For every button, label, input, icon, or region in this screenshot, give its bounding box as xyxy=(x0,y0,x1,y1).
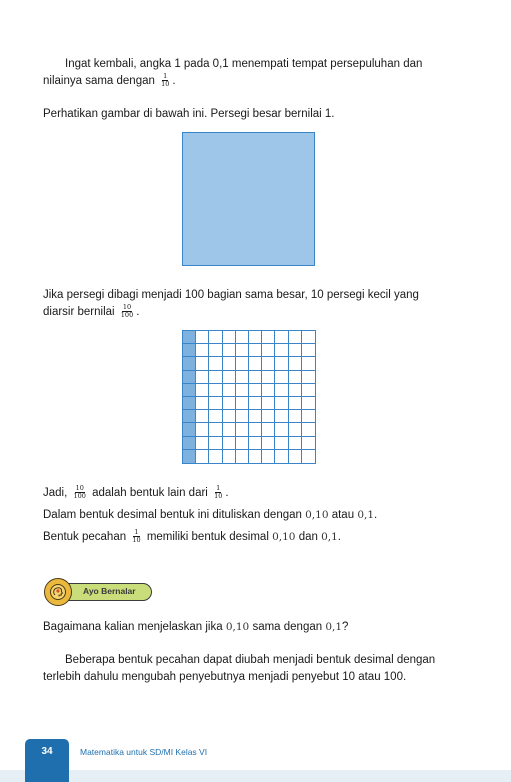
fraction-ten-hundredths xyxy=(120,304,134,319)
grid-cell xyxy=(236,450,249,463)
grid-cell xyxy=(249,437,262,450)
grid-cell xyxy=(223,450,236,463)
grid-cell xyxy=(249,450,262,463)
grid-cell xyxy=(209,384,222,397)
grid-cell xyxy=(249,397,262,410)
grid-cell xyxy=(209,357,222,370)
grid-cell xyxy=(275,423,288,436)
grid-cell xyxy=(262,437,275,450)
reasoning-question xyxy=(43,619,453,636)
grid-cell xyxy=(223,410,236,423)
grid-cell-shaded xyxy=(183,371,196,384)
grid-cell xyxy=(275,371,288,384)
period: . xyxy=(337,531,341,543)
closing-line-2: terlebih dahulu mengubah penyebutnya menjadi penyebut 10 atau 100. xyxy=(43,671,407,683)
decimal-value: 0,10 xyxy=(272,531,296,543)
badge-pill xyxy=(58,583,152,601)
fraction-denominator: 10 xyxy=(132,536,141,545)
grid-cell xyxy=(289,450,302,463)
grid-cell xyxy=(302,331,315,344)
grid-cell xyxy=(289,423,302,436)
grid-cell xyxy=(289,357,302,370)
grid-cell xyxy=(289,331,302,344)
division-paragraph xyxy=(43,287,453,321)
atau-text: atau xyxy=(331,509,355,521)
grid-cell xyxy=(262,384,275,397)
grid-cell xyxy=(196,397,209,410)
fraction-one-tenth xyxy=(160,73,170,88)
grid-cell-shaded xyxy=(183,344,196,357)
grid-cell xyxy=(196,344,209,357)
grid-cell xyxy=(196,384,209,397)
grid-cell-shaded xyxy=(183,423,196,436)
grid-cell xyxy=(236,410,249,423)
grid-cell xyxy=(302,371,315,384)
grid-cell xyxy=(209,371,222,384)
grid-cell xyxy=(223,357,236,370)
grid-cell xyxy=(223,384,236,397)
grid-cell xyxy=(236,397,249,410)
grid-cell xyxy=(249,344,262,357)
intro-line-2 xyxy=(43,73,453,90)
grid-cell-shaded xyxy=(183,331,196,344)
grid-cell-shaded xyxy=(183,450,196,463)
decimal-value: 0,10 xyxy=(305,509,329,521)
grid-cell xyxy=(275,344,288,357)
grid-cell xyxy=(262,423,275,436)
fraction-denominator: 100 xyxy=(120,311,134,320)
grid-cell xyxy=(289,344,302,357)
grid-cell xyxy=(196,410,209,423)
grid-cell xyxy=(196,423,209,436)
grid-cell xyxy=(289,437,302,450)
intro-paragraph xyxy=(43,56,453,90)
intro-line-1: Ingat kembali, angka 1 pada 0,1 menempati tempat persepuluhan dan xyxy=(65,58,423,70)
period: . xyxy=(374,509,378,521)
fraction-denominator: 100 xyxy=(73,492,86,501)
grid-cell xyxy=(275,450,288,463)
fraction-numerator: 10 xyxy=(122,303,132,312)
fraction-denominator: 10 xyxy=(214,492,223,501)
grid-cell xyxy=(236,357,249,370)
grid-cell xyxy=(262,450,275,463)
grid-cell xyxy=(275,357,288,370)
observe-paragraph: Perhatikan gambar di bawah ini. Persegi besar bernilai 1. xyxy=(43,108,335,120)
grid-cell xyxy=(196,450,209,463)
grid-cell xyxy=(249,357,262,370)
fraction-form-text: Bentuk pecahan xyxy=(43,531,127,543)
grid-cell xyxy=(223,397,236,410)
grid-cell xyxy=(302,357,315,370)
thinking-head-icon xyxy=(44,578,72,606)
page-number: 34 xyxy=(41,746,53,757)
fraction-ten-hundredths xyxy=(73,485,87,500)
closing-line-1: Beberapa bentuk pecahan dapat diubah menjadi bentuk desimal dengan xyxy=(65,654,436,666)
grid-cell xyxy=(236,344,249,357)
grid-cell xyxy=(209,331,222,344)
intro-period: . xyxy=(172,75,176,87)
grid-cell xyxy=(262,331,275,344)
closing-paragraph xyxy=(43,652,453,686)
grid-cell xyxy=(236,437,249,450)
decimal-value: 0,10 xyxy=(225,621,250,633)
grid-cell xyxy=(209,344,222,357)
grid-cell xyxy=(209,437,222,450)
decimal-form-text: memiliki bentuk desimal xyxy=(146,531,269,543)
division-line-2-text: diarsir bernilai xyxy=(43,306,115,318)
grid-cell xyxy=(275,410,288,423)
grid-cell xyxy=(196,331,209,344)
grid-cell xyxy=(223,371,236,384)
grid-cell xyxy=(262,371,275,384)
fraction-numerator: 10 xyxy=(75,484,84,493)
grid-cell xyxy=(223,423,236,436)
decimal-value: 0,1 xyxy=(357,509,375,521)
division-line-2 xyxy=(43,304,453,321)
question-text: Bagaimana kalian menjelaskan jika xyxy=(43,621,223,633)
conclusion-middle-text: adalah bentuk lain dari xyxy=(92,487,208,499)
grid-cell xyxy=(236,423,249,436)
conclusion-line-2 xyxy=(43,507,453,524)
grid-cell xyxy=(209,450,222,463)
grid-cell-shaded xyxy=(183,397,196,410)
grid-cell xyxy=(275,384,288,397)
conclusion-line-1 xyxy=(43,485,453,502)
grid-cell xyxy=(289,371,302,384)
fraction-denominator: 10 xyxy=(161,80,170,89)
fraction-numerator: 1 xyxy=(163,72,168,81)
footer-band xyxy=(0,770,511,782)
grid-cell xyxy=(289,410,302,423)
whole-square-figure xyxy=(182,132,315,266)
division-line-1: Jika persegi dibagi menjadi 100 bagian sama besar, 10 persegi kecil yang xyxy=(43,289,419,301)
grid-cell xyxy=(249,410,262,423)
grid-cell xyxy=(302,397,315,410)
grid-cell xyxy=(302,450,315,463)
grid-cell xyxy=(249,384,262,397)
grid-cell xyxy=(302,344,315,357)
badge-label: Ayo Bernalar xyxy=(83,586,136,596)
grid-cell xyxy=(236,371,249,384)
fraction-one-tenth xyxy=(213,485,223,500)
grid-cell xyxy=(223,331,236,344)
conclusion-period: . xyxy=(225,487,229,499)
grid-cell xyxy=(209,397,222,410)
question-mark: ? xyxy=(342,621,349,633)
grid-cell xyxy=(223,344,236,357)
fraction-one-tenth xyxy=(131,529,141,544)
grid-cell xyxy=(289,397,302,410)
grid-cell xyxy=(262,410,275,423)
grid-cell xyxy=(209,423,222,436)
dan-text: dan xyxy=(298,531,318,543)
conclusion-line-3 xyxy=(43,529,453,546)
book-title: Matematika untuk SD/MI Kelas VI xyxy=(80,747,208,757)
fraction-numerator: 1 xyxy=(134,528,139,537)
decimal-form-text: Dalam bentuk desimal bentuk ini dituliskan dengan xyxy=(43,509,302,521)
grid-cell xyxy=(209,410,222,423)
fraction-numerator: 1 xyxy=(216,484,221,493)
grid-cell xyxy=(236,384,249,397)
grid-cell xyxy=(196,357,209,370)
grid-cell xyxy=(236,331,249,344)
grid-cell xyxy=(275,437,288,450)
grid-cell xyxy=(302,410,315,423)
grid-cell xyxy=(262,357,275,370)
decimal-value: 0,1 xyxy=(325,621,343,633)
grid-cell xyxy=(196,371,209,384)
page-number-tab xyxy=(25,739,69,782)
question-middle-text: sama dengan xyxy=(252,621,323,633)
intro-line-2-text: nilainya sama dengan xyxy=(43,75,155,87)
division-period: . xyxy=(136,306,140,318)
grid-cell-shaded xyxy=(183,357,196,370)
grid-cell xyxy=(249,423,262,436)
grid-cell-shaded xyxy=(183,437,196,450)
hundred-grid-figure xyxy=(182,330,316,464)
conclusion-jadi: Jadi, xyxy=(43,487,68,499)
grid-cell xyxy=(262,397,275,410)
grid-cell xyxy=(302,437,315,450)
grid-cell-shaded xyxy=(183,384,196,397)
grid-cell xyxy=(275,331,288,344)
grid-cell xyxy=(196,437,209,450)
grid-cell xyxy=(249,371,262,384)
grid-cell xyxy=(302,384,315,397)
grid-cell xyxy=(275,397,288,410)
grid-cell xyxy=(262,344,275,357)
grid-cell xyxy=(249,331,262,344)
ayo-bernalar-badge xyxy=(44,578,152,606)
grid-cell-shaded xyxy=(183,410,196,423)
grid-cell xyxy=(289,384,302,397)
decimal-value: 0,1 xyxy=(321,531,338,543)
grid-cell xyxy=(302,423,315,436)
grid-cell xyxy=(223,437,236,450)
